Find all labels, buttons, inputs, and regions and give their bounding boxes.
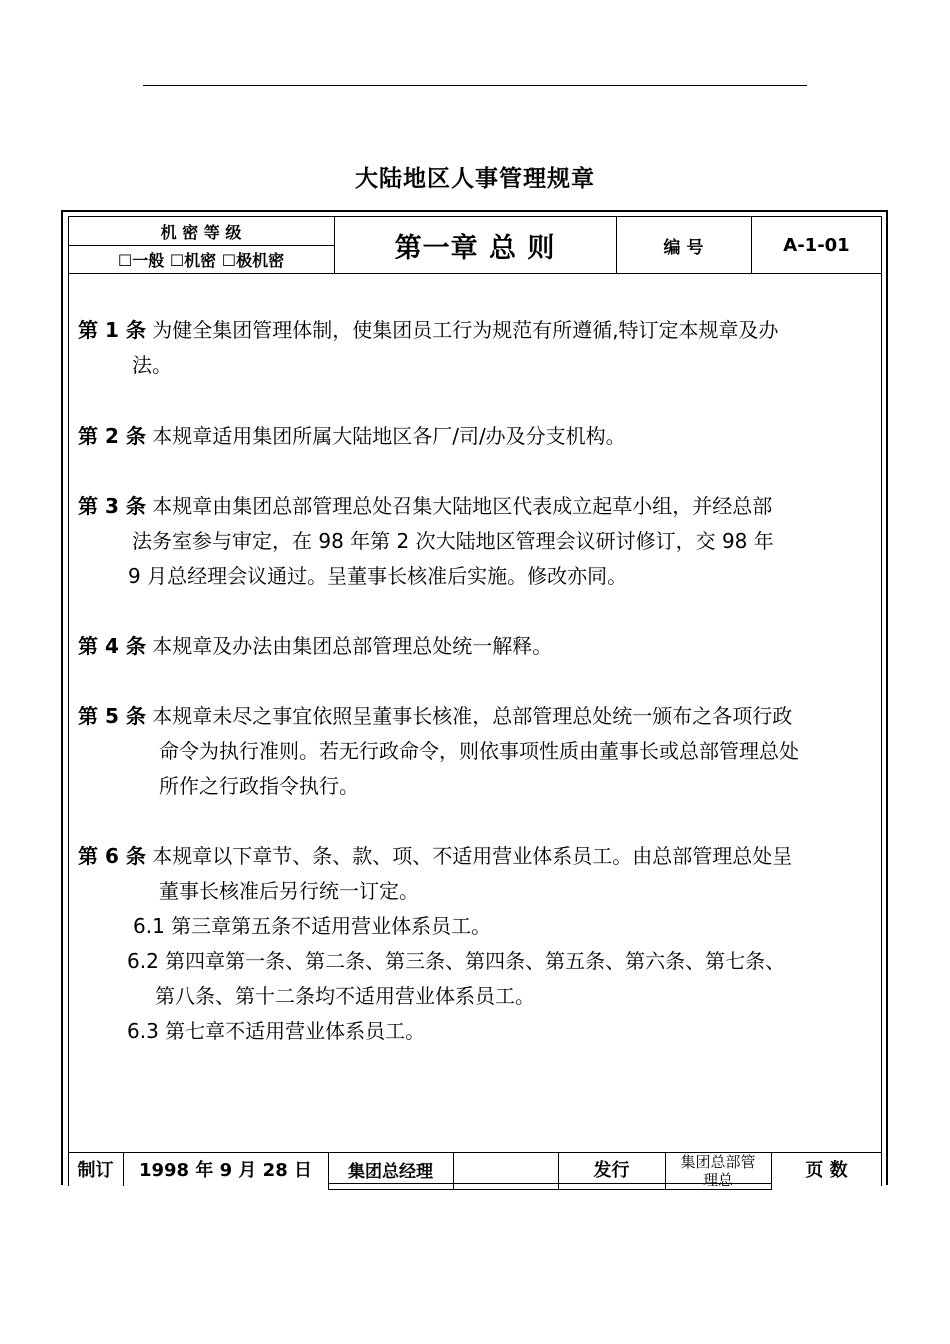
issue-label: 发行 [593, 1160, 630, 1181]
revised-date: 1998 年 9 月 28 日 [138, 1160, 312, 1181]
article-label: 第 3 条 [78, 494, 146, 518]
article-label: 第 4 条 [78, 634, 146, 658]
article-3: 第 3 条 本规章由集团总部管理总处召集大陆地区代表成立起草小组，并经总部 法务室参与审定，在 98 年第 2 次大陆地区管理会议研讨修订，交 98 年 9 月总经理会议通过。呈董事长核准后实施。修改亦同。 [78, 494, 774, 588]
footer-bottom-rule-2 [328, 1189, 772, 1190]
article-6-3: 6.3 第七章不适用营业体系员工。 [127, 1019, 426, 1043]
chapter-title: 第一章 总 则 [394, 232, 556, 264]
article-label: 第 5 条 [78, 704, 146, 728]
top-rule [143, 85, 807, 86]
article-1: 第 1 条 为健全集团管理体制，使集团员工行为规范有所遵循,特订定本规章及办 法。 [78, 318, 779, 377]
article-6-2: 6.2 第四章第一条、第二条、第三条、第四条、第五条、第六条、第七条、 第八条、第十二条均不适用营业体系员工。 [127, 949, 786, 1008]
article-5: 第 5 条 本规章未尽之事宜依照呈董事长核准，总部管理总处统一颁布之各项行政 命令为执行准则。若无行政命令，则依事项性质由董事长或总部管理总处 所作之行政指令执行。 [78, 704, 799, 798]
article-6-1: 6.1 第三章第五条不适用营业体系员工。 [133, 914, 492, 938]
issuer: 集团总部管理总 [680, 1153, 756, 1187]
header-divider [68, 273, 882, 274]
article-label: 第 1 条 [78, 318, 146, 342]
article-label: 第 2 条 [78, 424, 146, 448]
article-2: 第 2 条 本规章适用集团所属大陆地区各厂/司/办及分支机构。 [78, 424, 626, 448]
pages-label: 页 数 [805, 1160, 848, 1181]
secrecy-options: ☐一般 ☐机密 ☐极机密 [117, 251, 285, 270]
document-title: 大陆地区人事管理规章 [355, 166, 595, 192]
footer-col-5 [665, 1152, 666, 1190]
number-label: 编 号 [663, 237, 704, 258]
approver: 集团总经理 [348, 1161, 433, 1182]
revised-label: 制订 [77, 1160, 114, 1181]
footer-col-3 [453, 1152, 454, 1190]
article-label: 第 6 条 [78, 844, 146, 868]
secrecy-label: 机 密 等 级 [160, 222, 242, 242]
document-number: A-1-01 [783, 234, 850, 256]
article-6: 第 6 条 本规章以下章节、条、款、项、不适用营业体系员工。由总部管理总处呈 董事长核准后另行统一订定。 [78, 844, 793, 903]
article-4: 第 4 条 本规章及办法由集团总部管理总处统一解释。 [78, 634, 553, 658]
